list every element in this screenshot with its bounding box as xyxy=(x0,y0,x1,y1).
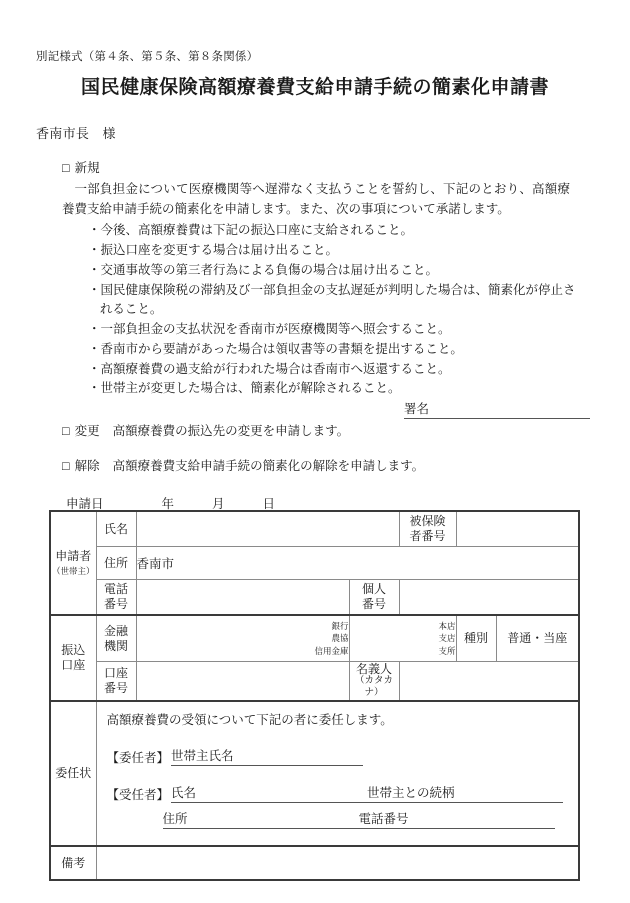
institution-label-l1: 金融 xyxy=(103,623,128,638)
list-item: ・今後、高額療養費は下記の振込口座に支給されること。 xyxy=(88,223,414,238)
institution-kind-coop: 農協 xyxy=(331,633,349,644)
option-cancel-text: 高額療養費支給申請手続の簡素化の解除を申請します。 xyxy=(112,459,425,473)
list-item: ・一部負担金の支払状況を香南市が医療機関等へ照会すること。 xyxy=(88,322,451,337)
list-item: ・香南市から要請があった場合は領収書等の書類を提出すること。 xyxy=(88,341,463,356)
delegation-cell xyxy=(96,701,579,846)
list-item: ・世帯主が変更した場合は、簡素化が解除されること。 xyxy=(88,381,401,396)
account-holder-label-kana: （カタカナ） xyxy=(354,676,393,699)
mynumber-label-l1: 個人 xyxy=(361,582,386,597)
apply-date-month: 月 xyxy=(212,497,225,511)
mynumber-label xyxy=(349,580,399,616)
institution-label-l2: 機関 xyxy=(103,638,128,653)
branch-kind-office: 支所 xyxy=(438,645,456,656)
option-change[interactable] xyxy=(62,421,349,439)
account-type-options[interactable]: 普通・当座 xyxy=(496,615,579,662)
checkbox-change[interactable]: □ xyxy=(62,424,70,438)
insured-number-input[interactable] xyxy=(456,511,579,547)
name-label: 氏名 xyxy=(96,511,136,547)
account-number-label xyxy=(96,662,136,702)
institution-input[interactable] xyxy=(136,615,349,662)
account-holder-label-main: 名義人 xyxy=(355,662,392,676)
table-row xyxy=(50,701,579,846)
option-cancel[interactable] xyxy=(62,456,424,474)
applicant-label-main: 申請者 xyxy=(55,549,92,564)
applicant-label-sub: （世帯主） xyxy=(51,566,95,577)
signature-field[interactable] xyxy=(404,399,590,419)
account-number-input[interactable] xyxy=(136,662,349,702)
table-row xyxy=(50,547,579,580)
delegation-intro: 高額療養費の受領について下記の者に委任します。 xyxy=(106,713,393,728)
name-input[interactable] xyxy=(136,511,399,547)
account-row-label xyxy=(50,615,96,701)
delegate-relation-field[interactable]: 世帯主との続柄 xyxy=(367,783,563,803)
institution-label xyxy=(96,615,136,662)
body-block xyxy=(62,160,592,399)
application-table xyxy=(49,510,580,881)
list-item: ・国民健康保険税の滞納及び一部負担金の支払遅延が判明した場合は、簡素化が停止されること。 xyxy=(88,282,576,317)
signature-label: 署名 xyxy=(404,399,429,419)
delegate-row xyxy=(107,783,579,803)
account-label-l2: 口座 xyxy=(61,658,86,673)
delegate-tag: 【受任者】 xyxy=(106,788,170,803)
list-item: ・振込口座を変更する場合は届け出ること。 xyxy=(88,243,339,258)
branch-kind-branch: 支店 xyxy=(438,633,456,644)
delegate-address-field[interactable]: 住所 xyxy=(163,809,359,829)
remarks-input[interactable] xyxy=(96,846,579,880)
delegator-name-field[interactable]: 世帯主氏名 xyxy=(171,746,363,766)
account-label-l1: 振込 xyxy=(61,643,86,658)
option-cancel-label: 解除 xyxy=(74,459,100,473)
table-row xyxy=(50,580,579,616)
apply-date-label: 申請日 xyxy=(66,497,104,511)
delegation-body xyxy=(97,702,579,845)
account-number-label-l1: 口座 xyxy=(103,666,128,681)
mynumber-label-l2: 番号 xyxy=(361,597,386,611)
delegation-row-label: 委任状 xyxy=(50,701,96,846)
checkbox-cancel[interactable]: □ xyxy=(62,459,70,473)
page-title: 国民健康保険高額療養費支給申請手続の簡素化申請書 xyxy=(80,77,549,98)
account-holder-input[interactable] xyxy=(399,662,579,702)
insured-number-label-l1: 被保険 xyxy=(409,514,446,529)
signature-write-line[interactable] xyxy=(429,403,590,419)
option-change-text: 高額療養費の振込先の変更を申請します。 xyxy=(112,424,350,438)
apply-date-year: 年 xyxy=(161,497,175,511)
table-row xyxy=(50,615,579,662)
remarks-row-label: 備考 xyxy=(50,846,96,880)
applicant-row-label xyxy=(50,511,96,615)
delegate-name-field[interactable]: 氏名 xyxy=(171,783,367,803)
mynumber-input[interactable] xyxy=(399,580,579,616)
account-number-label-l2: 番号 xyxy=(103,681,128,696)
delegate-phone-field[interactable]: 電話番号 xyxy=(359,809,555,829)
account-holder-label xyxy=(349,662,399,702)
address-label: 住所 xyxy=(96,547,136,580)
phone-label xyxy=(96,580,136,616)
institution-kind-shinkin: 信用金庫 xyxy=(314,645,349,656)
address-input[interactable]: 香南市 xyxy=(136,547,579,580)
terms-list xyxy=(62,221,592,399)
delegator-row xyxy=(107,746,579,766)
option-new-label: 新規 xyxy=(74,161,100,175)
insured-number-label-l2: 者番号 xyxy=(409,529,446,543)
phone-label-l1: 電話 xyxy=(103,582,128,597)
option-change-label: 変更 xyxy=(74,424,100,438)
form-code: 別記様式（第４条、第５条、第８条関係） xyxy=(36,51,259,63)
table-row xyxy=(50,662,579,702)
apply-date-day: 日 xyxy=(262,497,276,511)
addressee: 香南市長 様 xyxy=(36,126,116,141)
phone-label-l2: 番号 xyxy=(103,597,128,611)
table-row xyxy=(50,846,579,880)
option-new[interactable] xyxy=(62,160,592,177)
list-item: ・交通事故等の第三者行為による負傷の場合は届け出ること。 xyxy=(88,262,439,277)
account-type-label: 種別 xyxy=(456,615,496,662)
checkbox-new[interactable]: □ xyxy=(62,161,70,175)
intro-paragraph: 一部負担金について医療機関等へ遅滞なく支払うことを誓約し、下記のとおり、高額療養費支給申請手続の簡素化を申請します。また、次の事項について承諾します。 xyxy=(62,181,570,216)
table-row xyxy=(50,511,579,547)
list-item: ・高額療養費の過支給が行われた場合は香南市へ返還すること。 xyxy=(88,361,451,376)
branch-input[interactable] xyxy=(349,615,456,662)
insured-number-label xyxy=(399,511,456,547)
phone-input[interactable] xyxy=(136,580,349,616)
delegator-tag: 【委任者】 xyxy=(106,751,170,766)
delegate-contact-row xyxy=(107,809,579,829)
institution-kind-bank: 銀行 xyxy=(331,621,349,632)
branch-kind-head: 本店 xyxy=(438,621,456,632)
